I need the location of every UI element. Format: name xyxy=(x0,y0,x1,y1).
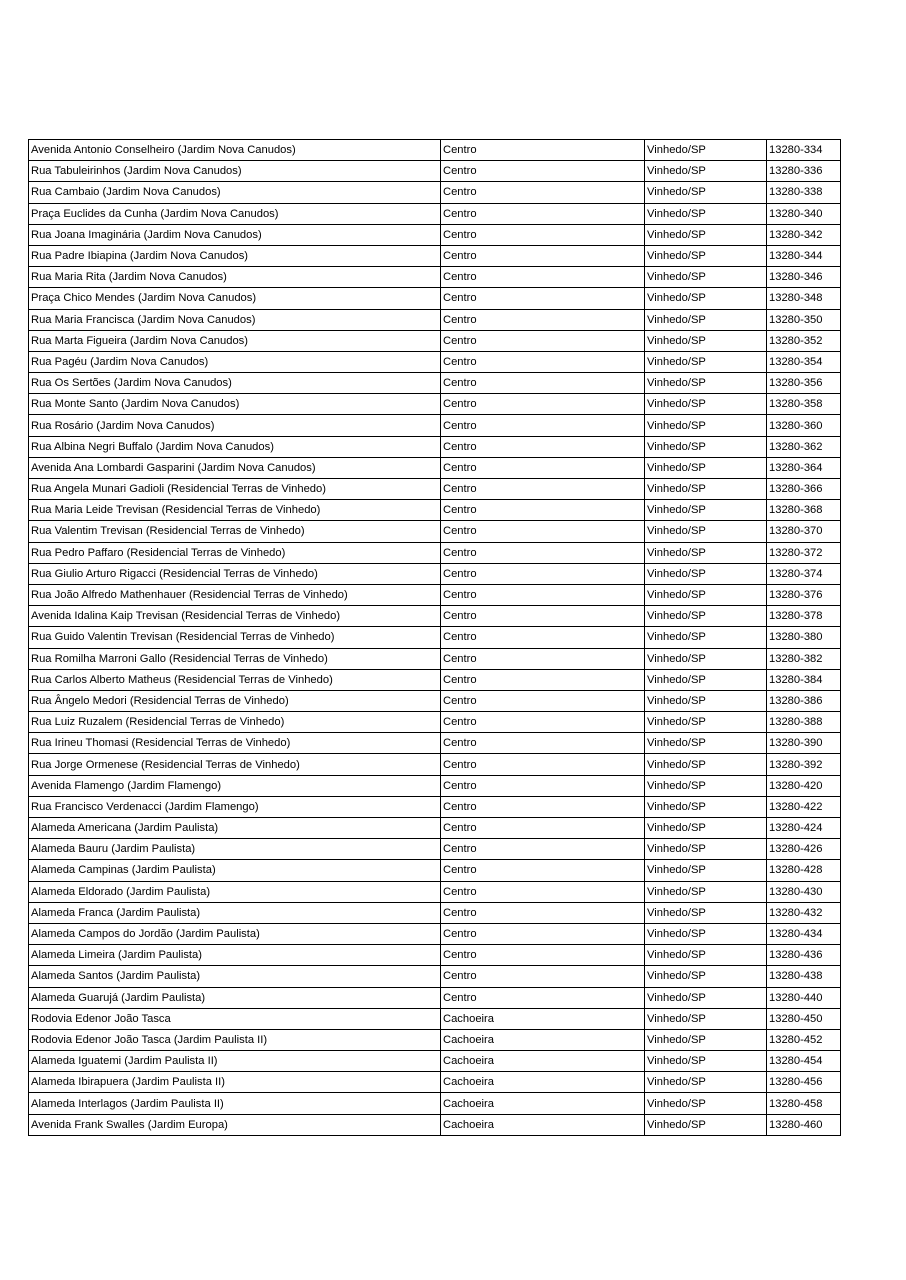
cep-cell: 13280-336 xyxy=(767,161,841,182)
district-cell: Centro xyxy=(441,457,645,478)
cep-cell: 13280-362 xyxy=(767,436,841,457)
cep-cell: 13280-384 xyxy=(767,669,841,690)
street-cell: Rua Giulio Arturo Rigacci (Residencial Terras de Vinhedo) xyxy=(29,563,441,584)
street-cell: Alameda Santos (Jardim Paulista) xyxy=(29,966,441,987)
city-cell: Vinhedo/SP xyxy=(645,606,767,627)
district-cell: Cachoeira xyxy=(441,1008,645,1029)
district-cell: Cachoeira xyxy=(441,1093,645,1114)
city-cell: Vinhedo/SP xyxy=(645,966,767,987)
cep-cell: 13280-366 xyxy=(767,479,841,500)
city-cell: Vinhedo/SP xyxy=(645,1093,767,1114)
table-row xyxy=(29,775,841,796)
cep-cell: 13280-382 xyxy=(767,648,841,669)
street-cell: Rua Rosário (Jardim Nova Canudos) xyxy=(29,415,441,436)
table-row xyxy=(29,712,841,733)
street-cell: Rua Maria Leide Trevisan (Residencial Terras de Vinhedo) xyxy=(29,500,441,521)
district-cell: Cachoeira xyxy=(441,1029,645,1050)
city-cell: Vinhedo/SP xyxy=(645,330,767,351)
table-row xyxy=(29,818,841,839)
street-cell: Avenida Frank Swalles (Jardim Europa) xyxy=(29,1114,441,1135)
street-cell: Rua Luiz Ruzalem (Residencial Terras de Vinhedo) xyxy=(29,712,441,733)
district-cell: Centro xyxy=(441,733,645,754)
city-cell: Vinhedo/SP xyxy=(645,902,767,923)
district-cell: Centro xyxy=(441,351,645,372)
table-row xyxy=(29,648,841,669)
cep-cell: 13280-378 xyxy=(767,606,841,627)
street-cell: Alameda Eldorado (Jardim Paulista) xyxy=(29,881,441,902)
table-row xyxy=(29,733,841,754)
district-cell: Centro xyxy=(441,669,645,690)
cep-cell: 13280-430 xyxy=(767,881,841,902)
table-row xyxy=(29,987,841,1008)
city-cell: Vinhedo/SP xyxy=(645,140,767,161)
city-cell: Vinhedo/SP xyxy=(645,161,767,182)
city-cell: Vinhedo/SP xyxy=(645,415,767,436)
table-row xyxy=(29,457,841,478)
cep-cell: 13280-376 xyxy=(767,584,841,605)
table-row xyxy=(29,1051,841,1072)
cep-cell: 13280-428 xyxy=(767,860,841,881)
city-cell: Vinhedo/SP xyxy=(645,521,767,542)
table-row xyxy=(29,415,841,436)
street-cell: Avenida Idalina Kaip Trevisan (Residencial Terras de Vinhedo) xyxy=(29,606,441,627)
street-cell: Rua Tabuleirinhos (Jardim Nova Canudos) xyxy=(29,161,441,182)
street-cell: Alameda Franca (Jardim Paulista) xyxy=(29,902,441,923)
table-row xyxy=(29,436,841,457)
cep-cell: 13280-364 xyxy=(767,457,841,478)
district-cell: Centro xyxy=(441,415,645,436)
cep-cell: 13280-434 xyxy=(767,923,841,944)
cep-cell: 13280-440 xyxy=(767,987,841,1008)
table-row xyxy=(29,669,841,690)
cep-cell: 13280-346 xyxy=(767,267,841,288)
table-row xyxy=(29,224,841,245)
street-cell: Alameda Campinas (Jardim Paulista) xyxy=(29,860,441,881)
district-cell: Centro xyxy=(441,500,645,521)
district-cell: Centro xyxy=(441,923,645,944)
district-cell: Centro xyxy=(441,394,645,415)
street-cell: Rua Monte Santo (Jardim Nova Canudos) xyxy=(29,394,441,415)
cep-cell: 13280-370 xyxy=(767,521,841,542)
street-cell: Rua Albina Negri Buffalo (Jardim Nova Canudos) xyxy=(29,436,441,457)
cep-cell: 13280-422 xyxy=(767,796,841,817)
cep-cell: 13280-348 xyxy=(767,288,841,309)
table-row xyxy=(29,606,841,627)
table-row xyxy=(29,1029,841,1050)
street-cell: Rua Irineu Thomasi (Residencial Terras de Vinhedo) xyxy=(29,733,441,754)
city-cell: Vinhedo/SP xyxy=(645,1008,767,1029)
district-cell: Centro xyxy=(441,182,645,203)
street-cell: Rua Ângelo Medori (Residencial Terras de Vinhedo) xyxy=(29,690,441,711)
district-cell: Cachoeira xyxy=(441,1051,645,1072)
cep-cell: 13280-456 xyxy=(767,1072,841,1093)
cep-cell: 13280-438 xyxy=(767,966,841,987)
street-cell: Avenida Antonio Conselheiro (Jardim Nova Canudos) xyxy=(29,140,441,161)
city-cell: Vinhedo/SP xyxy=(645,584,767,605)
cep-cell: 13280-386 xyxy=(767,690,841,711)
street-cell: Rua Maria Francisca (Jardim Nova Canudos) xyxy=(29,309,441,330)
district-cell: Centro xyxy=(441,881,645,902)
cep-cell: 13280-372 xyxy=(767,542,841,563)
street-cell: Avenida Flamengo (Jardim Flamengo) xyxy=(29,775,441,796)
cep-cell: 13280-454 xyxy=(767,1051,841,1072)
table-row xyxy=(29,203,841,224)
city-cell: Vinhedo/SP xyxy=(645,669,767,690)
table-row xyxy=(29,140,841,161)
cep-cell: 13280-368 xyxy=(767,500,841,521)
street-cell: Rodovia Edenor João Tasca xyxy=(29,1008,441,1029)
city-cell: Vinhedo/SP xyxy=(645,839,767,860)
district-cell: Centro xyxy=(441,309,645,330)
table-row xyxy=(29,563,841,584)
table-row xyxy=(29,309,841,330)
table-row xyxy=(29,245,841,266)
cep-cell: 13280-360 xyxy=(767,415,841,436)
city-cell: Vinhedo/SP xyxy=(645,627,767,648)
district-cell: Centro xyxy=(441,584,645,605)
street-cell: Rua Pagéu (Jardim Nova Canudos) xyxy=(29,351,441,372)
city-cell: Vinhedo/SP xyxy=(645,712,767,733)
city-cell: Vinhedo/SP xyxy=(645,860,767,881)
city-cell: Vinhedo/SP xyxy=(645,1072,767,1093)
city-cell: Vinhedo/SP xyxy=(645,733,767,754)
cep-cell: 13280-460 xyxy=(767,1114,841,1135)
table-row xyxy=(29,966,841,987)
table-row xyxy=(29,182,841,203)
street-cell: Rua Cambaio (Jardim Nova Canudos) xyxy=(29,182,441,203)
cep-cell: 13280-350 xyxy=(767,309,841,330)
table-row xyxy=(29,500,841,521)
city-cell: Vinhedo/SP xyxy=(645,245,767,266)
table-row xyxy=(29,373,841,394)
cep-cell: 13280-426 xyxy=(767,839,841,860)
city-cell: Vinhedo/SP xyxy=(645,457,767,478)
table-row xyxy=(29,584,841,605)
district-cell: Centro xyxy=(441,818,645,839)
street-cell: Rua Joana Imaginária (Jardim Nova Canudos) xyxy=(29,224,441,245)
district-cell: Centro xyxy=(441,245,645,266)
district-cell: Centro xyxy=(441,690,645,711)
street-cell: Rua Francisco Verdenacci (Jardim Flamengo) xyxy=(29,796,441,817)
cep-cell: 13280-452 xyxy=(767,1029,841,1050)
street-cell: Rua Jorge Ormenese (Residencial Terras de Vinhedo) xyxy=(29,754,441,775)
cep-cell: 13280-380 xyxy=(767,627,841,648)
city-cell: Vinhedo/SP xyxy=(645,563,767,584)
district-cell: Centro xyxy=(441,479,645,500)
city-cell: Vinhedo/SP xyxy=(645,945,767,966)
district-cell: Centro xyxy=(441,860,645,881)
table-row xyxy=(29,860,841,881)
cep-cell: 13280-338 xyxy=(767,182,841,203)
district-cell: Centro xyxy=(441,966,645,987)
district-cell: Centro xyxy=(441,224,645,245)
street-cell: Rua Guido Valentin Trevisan (Residencial Terras de Vinhedo) xyxy=(29,627,441,648)
street-cell: Rua Padre Ibiapina (Jardim Nova Canudos) xyxy=(29,245,441,266)
cep-cell: 13280-354 xyxy=(767,351,841,372)
city-cell: Vinhedo/SP xyxy=(645,775,767,796)
street-cell: Rua Pedro Paffaro (Residencial Terras de Vinhedo) xyxy=(29,542,441,563)
district-cell: Centro xyxy=(441,796,645,817)
city-cell: Vinhedo/SP xyxy=(645,203,767,224)
city-cell: Vinhedo/SP xyxy=(645,394,767,415)
table-row xyxy=(29,839,841,860)
cep-cell: 13280-450 xyxy=(767,1008,841,1029)
cep-cell: 13280-420 xyxy=(767,775,841,796)
cep-cell: 13280-458 xyxy=(767,1093,841,1114)
city-cell: Vinhedo/SP xyxy=(645,479,767,500)
city-cell: Vinhedo/SP xyxy=(645,648,767,669)
table-row xyxy=(29,288,841,309)
district-cell: Centro xyxy=(441,945,645,966)
city-cell: Vinhedo/SP xyxy=(645,224,767,245)
district-cell: Centro xyxy=(441,839,645,860)
city-cell: Vinhedo/SP xyxy=(645,309,767,330)
table-row xyxy=(29,945,841,966)
table-row xyxy=(29,796,841,817)
cep-cell: 13280-390 xyxy=(767,733,841,754)
city-cell: Vinhedo/SP xyxy=(645,1029,767,1050)
street-cell: Alameda Guarujá (Jardim Paulista) xyxy=(29,987,441,1008)
district-cell: Centro xyxy=(441,436,645,457)
district-cell: Centro xyxy=(441,627,645,648)
cep-cell: 13280-388 xyxy=(767,712,841,733)
cep-cell: 13280-356 xyxy=(767,373,841,394)
street-cell: Rua Carlos Alberto Matheus (Residencial Terras de Vinhedo) xyxy=(29,669,441,690)
table-row xyxy=(29,627,841,648)
street-cell: Praça Euclides da Cunha (Jardim Nova Canudos) xyxy=(29,203,441,224)
table-row xyxy=(29,923,841,944)
city-cell: Vinhedo/SP xyxy=(645,818,767,839)
street-cell: Alameda Limeira (Jardim Paulista) xyxy=(29,945,441,966)
cep-cell: 13280-392 xyxy=(767,754,841,775)
city-cell: Vinhedo/SP xyxy=(645,754,767,775)
district-cell: Centro xyxy=(441,161,645,182)
table-row xyxy=(29,690,841,711)
table-row xyxy=(29,330,841,351)
street-cell: Rua João Alfredo Mathenhauer (Residencial Terras de Vinhedo) xyxy=(29,584,441,605)
city-cell: Vinhedo/SP xyxy=(645,288,767,309)
street-cell: Rua Romilha Marroni Gallo (Residencial Terras de Vinhedo) xyxy=(29,648,441,669)
street-cell: Alameda Americana (Jardim Paulista) xyxy=(29,818,441,839)
cep-cell: 13280-424 xyxy=(767,818,841,839)
address-table-body xyxy=(29,140,841,1136)
street-cell: Rua Angela Munari Gadioli (Residencial Terras de Vinhedo) xyxy=(29,479,441,500)
city-cell: Vinhedo/SP xyxy=(645,881,767,902)
cep-cell: 13280-358 xyxy=(767,394,841,415)
street-cell: Rua Marta Figueira (Jardim Nova Canudos) xyxy=(29,330,441,351)
city-cell: Vinhedo/SP xyxy=(645,351,767,372)
table-row xyxy=(29,521,841,542)
cep-cell: 13280-352 xyxy=(767,330,841,351)
district-cell: Centro xyxy=(441,140,645,161)
cep-cell: 13280-340 xyxy=(767,203,841,224)
district-cell: Cachoeira xyxy=(441,1114,645,1135)
street-cell: Rodovia Edenor João Tasca (Jardim Paulista II) xyxy=(29,1029,441,1050)
street-cell: Avenida Ana Lombardi Gasparini (Jardim Nova Canudos) xyxy=(29,457,441,478)
district-cell: Centro xyxy=(441,775,645,796)
cep-cell: 13280-436 xyxy=(767,945,841,966)
street-cell: Alameda Interlagos (Jardim Paulista II) xyxy=(29,1093,441,1114)
table-row xyxy=(29,542,841,563)
district-cell: Centro xyxy=(441,373,645,394)
city-cell: Vinhedo/SP xyxy=(645,796,767,817)
table-row xyxy=(29,754,841,775)
district-cell: Centro xyxy=(441,563,645,584)
city-cell: Vinhedo/SP xyxy=(645,373,767,394)
district-cell: Centro xyxy=(441,203,645,224)
table-row xyxy=(29,161,841,182)
cep-cell: 13280-344 xyxy=(767,245,841,266)
district-cell: Centro xyxy=(441,987,645,1008)
district-cell: Centro xyxy=(441,754,645,775)
city-cell: Vinhedo/SP xyxy=(645,690,767,711)
district-cell: Centro xyxy=(441,712,645,733)
table-row xyxy=(29,1072,841,1093)
street-cell: Rua Os Sertões (Jardim Nova Canudos) xyxy=(29,373,441,394)
street-cell: Rua Valentim Trevisan (Residencial Terras de Vinhedo) xyxy=(29,521,441,542)
street-cell: Praça Chico Mendes (Jardim Nova Canudos) xyxy=(29,288,441,309)
cep-cell: 13280-432 xyxy=(767,902,841,923)
district-cell: Centro xyxy=(441,606,645,627)
district-cell: Centro xyxy=(441,288,645,309)
city-cell: Vinhedo/SP xyxy=(645,1114,767,1135)
district-cell: Centro xyxy=(441,330,645,351)
city-cell: Vinhedo/SP xyxy=(645,1051,767,1072)
table-row xyxy=(29,479,841,500)
district-cell: Centro xyxy=(441,521,645,542)
district-cell: Centro xyxy=(441,648,645,669)
city-cell: Vinhedo/SP xyxy=(645,500,767,521)
city-cell: Vinhedo/SP xyxy=(645,542,767,563)
table-row xyxy=(29,267,841,288)
city-cell: Vinhedo/SP xyxy=(645,182,767,203)
city-cell: Vinhedo/SP xyxy=(645,436,767,457)
street-cell: Alameda Iguatemi (Jardim Paulista II) xyxy=(29,1051,441,1072)
table-row xyxy=(29,394,841,415)
city-cell: Vinhedo/SP xyxy=(645,267,767,288)
table-row xyxy=(29,1008,841,1029)
cep-cell: 13280-374 xyxy=(767,563,841,584)
street-cell: Alameda Campos do Jordão (Jardim Paulista) xyxy=(29,923,441,944)
district-cell: Centro xyxy=(441,267,645,288)
table-row xyxy=(29,351,841,372)
street-cell: Alameda Bauru (Jardim Paulista) xyxy=(29,839,441,860)
street-cell: Rua Maria Rita (Jardim Nova Canudos) xyxy=(29,267,441,288)
district-cell: Centro xyxy=(441,902,645,923)
table-row xyxy=(29,1093,841,1114)
street-cell: Alameda Ibirapuera (Jardim Paulista II) xyxy=(29,1072,441,1093)
address-table xyxy=(28,139,841,1136)
city-cell: Vinhedo/SP xyxy=(645,987,767,1008)
district-cell: Cachoeira xyxy=(441,1072,645,1093)
district-cell: Centro xyxy=(441,542,645,563)
cep-cell: 13280-334 xyxy=(767,140,841,161)
cep-cell: 13280-342 xyxy=(767,224,841,245)
table-row xyxy=(29,902,841,923)
city-cell: Vinhedo/SP xyxy=(645,923,767,944)
table-row xyxy=(29,881,841,902)
table-row xyxy=(29,1114,841,1135)
